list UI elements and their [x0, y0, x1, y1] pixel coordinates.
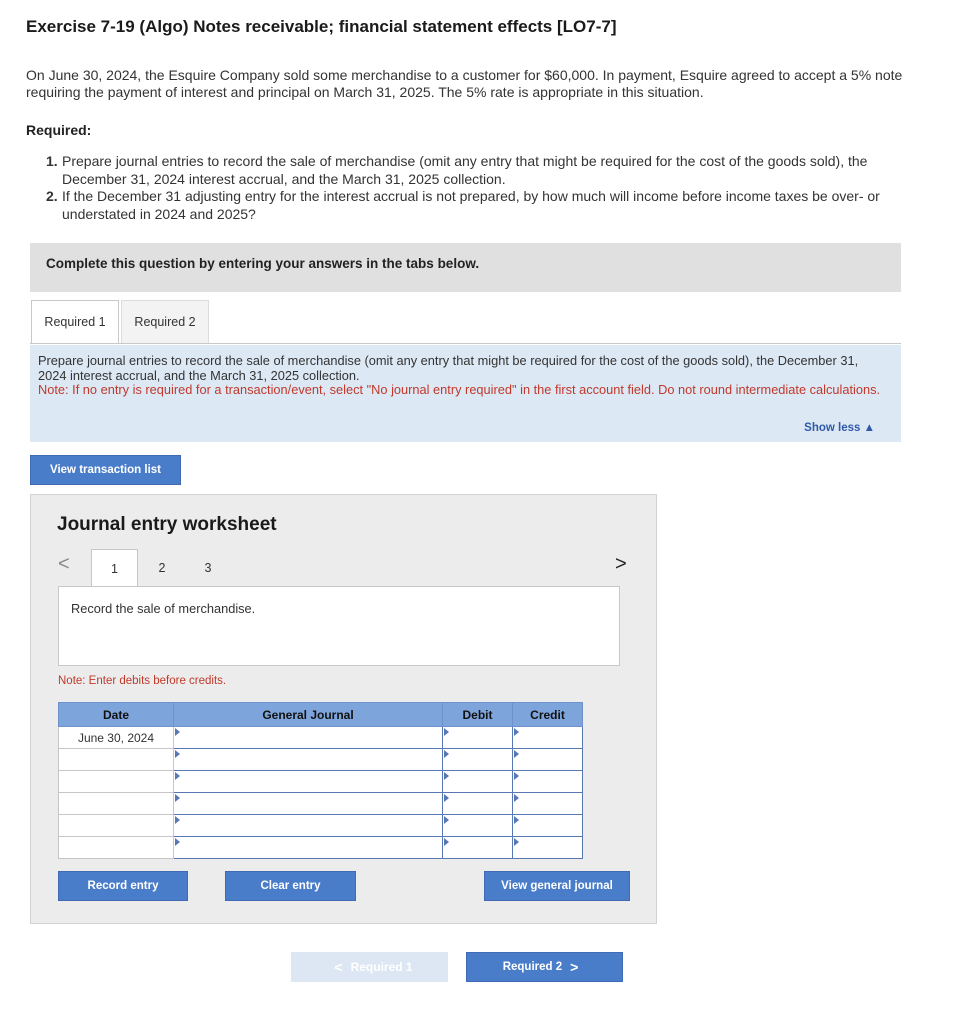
- next-required-button[interactable]: [466, 952, 623, 982]
- worksheet-tab-2[interactable]: 2: [158, 561, 166, 575]
- complete-question-banner: [30, 243, 901, 292]
- instructions-panel: [30, 345, 901, 442]
- table-row: [59, 771, 583, 793]
- clear-entry-button[interactable]: Clear entry: [225, 871, 356, 901]
- chevron-right-icon[interactable]: >: [615, 553, 627, 575]
- tab-required-2[interactable]: Required 2: [121, 300, 209, 344]
- table-row: [59, 837, 583, 859]
- credit-input[interactable]: [513, 727, 583, 749]
- account-dropdown[interactable]: [174, 837, 443, 859]
- worksheet-tab-3[interactable]: 3: [204, 561, 212, 575]
- requirement-text: If the December 31 adjusting entry for the interest accrual is not prepared, by how much will income before income taxes be over- or understated in 2024 and 2025?: [62, 188, 880, 222]
- record-entry-button[interactable]: Record entry: [58, 871, 188, 901]
- instructions-text: [38, 354, 888, 398]
- table-row: [59, 815, 583, 837]
- account-dropdown[interactable]: [174, 749, 443, 771]
- account-dropdown[interactable]: [174, 771, 443, 793]
- requirement-number: 1.: [46, 153, 58, 169]
- column-header-general-journal: General Journal: [174, 703, 443, 727]
- credit-input[interactable]: [513, 793, 583, 815]
- complete-question-text: Complete this question by entering your answers in the tabs below.: [46, 256, 480, 271]
- worksheet-title: Journal entry worksheet: [57, 514, 277, 535]
- column-header-credit: Credit: [513, 703, 583, 727]
- date-cell: [59, 815, 174, 837]
- debit-input[interactable]: [443, 793, 513, 815]
- requirement-item: [46, 153, 916, 188]
- view-transaction-list-button[interactable]: View transaction list: [30, 455, 181, 485]
- instructions-note: Note: If no entry is required for a transaction/event, select "No journal entry required" in the first account field. Do not round intermediate calculations.: [38, 382, 881, 397]
- date-cell: June 30, 2024: [59, 727, 174, 749]
- instructions-body: Prepare journal entries to record the sale of merchandise (omit any entry that might be required for the cost of the goods sold), the December 31, 2024 interest accrual, and the March 31, 2025 collection.: [38, 353, 859, 383]
- debit-input[interactable]: [443, 749, 513, 771]
- requirement-text: Prepare journal entries to record the sale of merchandise (omit any entry that might be required for the cost of the goods sold), the December 31, 2024 interest accrual, and the March 31, 2025 collection.: [62, 153, 868, 187]
- date-cell: [59, 749, 174, 771]
- account-dropdown[interactable]: [174, 793, 443, 815]
- debit-input[interactable]: [443, 727, 513, 749]
- chevron-left-icon[interactable]: <: [58, 553, 70, 575]
- transaction-description: Record the sale of merchandise.: [71, 601, 256, 616]
- debit-input[interactable]: [443, 837, 513, 859]
- transaction-description-box: [58, 586, 620, 666]
- requirement-item: [46, 188, 916, 223]
- tab-required-1[interactable]: Required 1: [31, 300, 119, 344]
- account-dropdown[interactable]: [174, 727, 443, 749]
- table-row: [59, 793, 583, 815]
- exercise-title: Exercise 7-19 (Algo) Notes receivable; financial statement effects [LO7-7]: [26, 17, 617, 36]
- date-cell: [59, 837, 174, 859]
- journal-table: [58, 702, 583, 859]
- requirements-list: [46, 153, 916, 223]
- next-required-label: Required 2: [502, 961, 563, 973]
- worksheet-tab-1[interactable]: 1: [91, 549, 138, 587]
- column-header-debit: Debit: [443, 703, 513, 727]
- credit-input[interactable]: [513, 837, 583, 859]
- problem-intro: On June 30, 2024, the Esquire Company sold some merchandise to a customer for $60,000. In payment, Esquire agreed to accept a 5% note requiring the payment of interest and principal on March 31, 2025. The 5% rate is appropriate in this situation.: [26, 67, 903, 100]
- table-row: [59, 727, 583, 749]
- requirement-number: 2.: [46, 188, 58, 204]
- previous-required-button: [291, 952, 448, 982]
- date-cell: [59, 793, 174, 815]
- journal-entry-worksheet: [30, 494, 657, 924]
- debits-credits-note: Note: Enter debits before credits.: [58, 675, 227, 687]
- credit-input[interactable]: [513, 815, 583, 837]
- account-dropdown[interactable]: [174, 815, 443, 837]
- required-label: Required:: [26, 122, 92, 138]
- chevron-right-icon: >: [570, 959, 579, 975]
- date-cell: [59, 771, 174, 793]
- column-header-date: Date: [59, 703, 174, 727]
- debit-input[interactable]: [443, 815, 513, 837]
- table-row: [59, 749, 583, 771]
- view-general-journal-button[interactable]: View general journal: [484, 871, 630, 901]
- chevron-left-icon: <: [334, 959, 343, 975]
- previous-required-label: Required 1: [350, 960, 413, 974]
- credit-input[interactable]: [513, 749, 583, 771]
- debit-input[interactable]: [443, 771, 513, 793]
- tabs-divider: [30, 343, 901, 344]
- show-less-link[interactable]: Show less ▲: [804, 422, 875, 434]
- credit-input[interactable]: [513, 771, 583, 793]
